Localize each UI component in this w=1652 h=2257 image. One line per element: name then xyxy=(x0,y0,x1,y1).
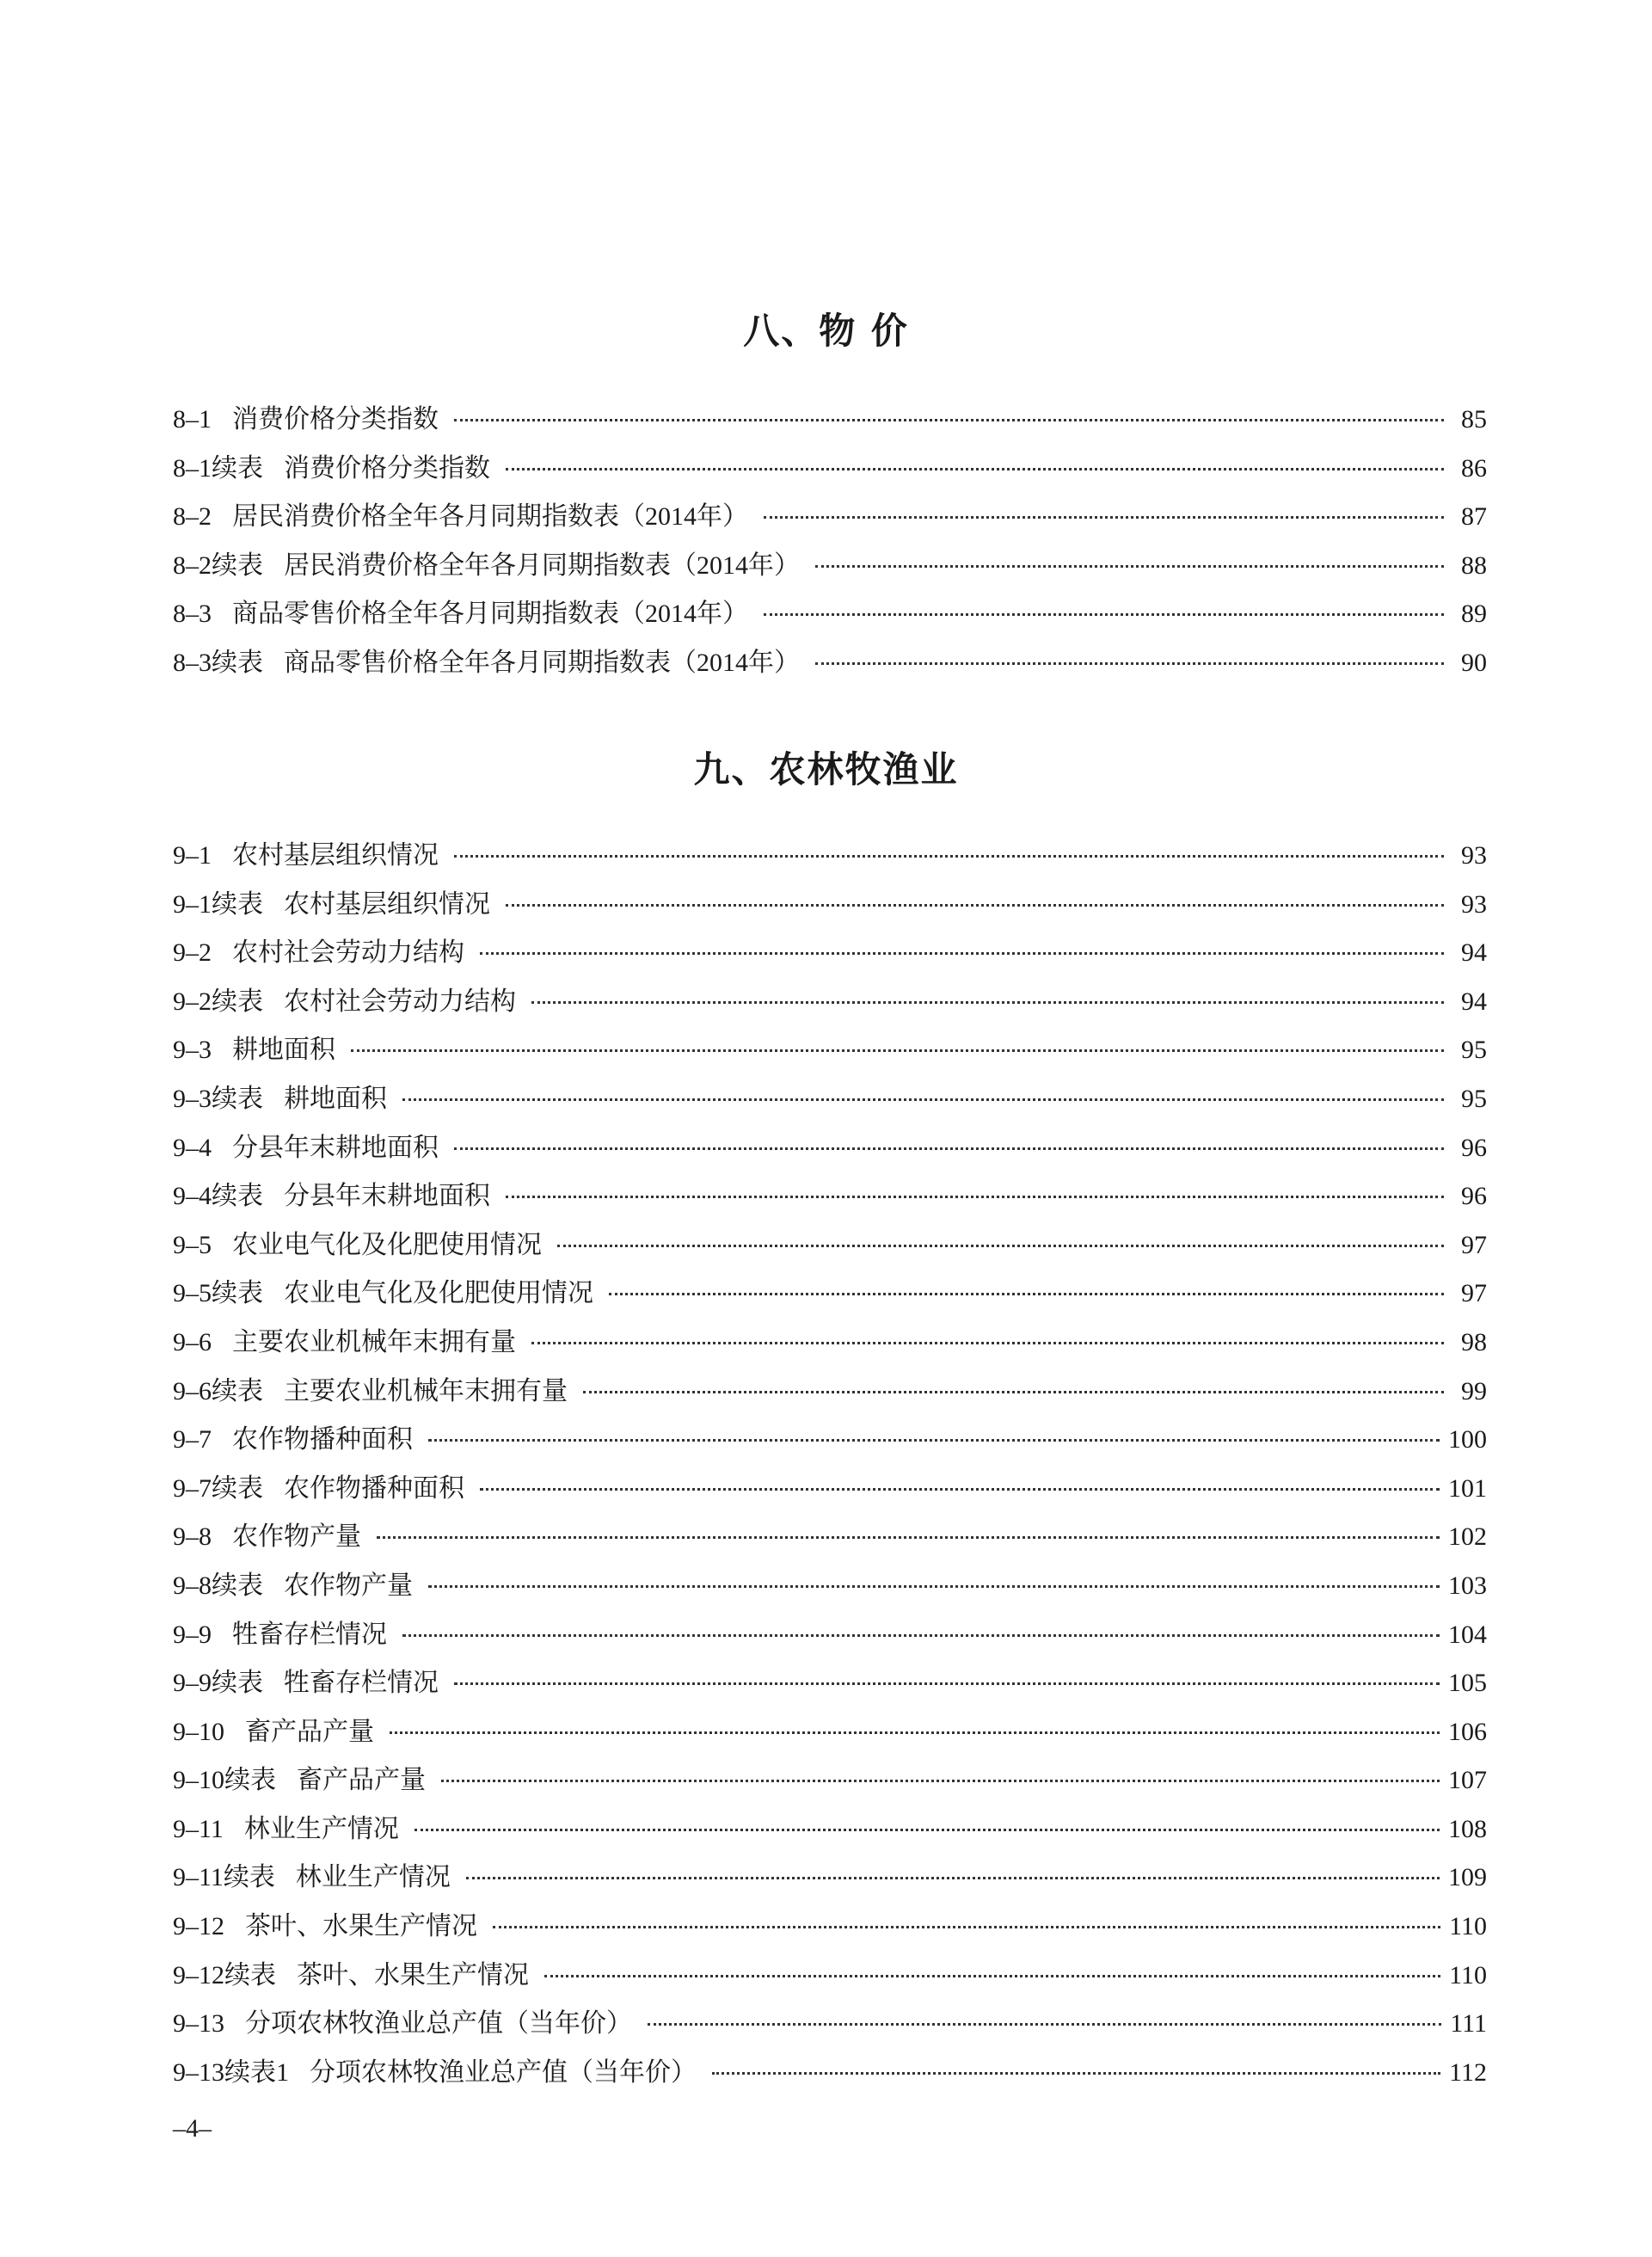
dot-leader xyxy=(480,952,1444,955)
toc-entry-number: 9–11续表 xyxy=(173,1863,275,1892)
dot-leader xyxy=(815,565,1444,568)
toc-entry-page-number: 100 xyxy=(1448,1425,1487,1454)
toc-entry-title: 农村社会劳动力结构 xyxy=(232,938,464,968)
toc-entry-page-number: 94 xyxy=(1461,987,1487,1016)
dot-leader xyxy=(454,419,1444,421)
dot-leader xyxy=(544,1975,1440,1977)
toc-entry[interactable] xyxy=(173,396,1487,445)
toc-entry[interactable] xyxy=(173,1708,1487,1757)
toc-entry-page-number: 90 xyxy=(1461,648,1487,677)
toc-entry-page-number: 108 xyxy=(1448,1814,1487,1843)
toc-entry-number: 8–2续表 xyxy=(173,550,263,580)
toc-entry-page-number: 103 xyxy=(1448,1571,1487,1600)
dot-leader xyxy=(506,904,1444,907)
toc-entry-title: 农作物产量 xyxy=(232,1522,361,1552)
toc-entry-page-number: 105 xyxy=(1448,1669,1487,1698)
toc-entry-title: 农业电气化及化肥使用情况 xyxy=(284,1279,593,1308)
toc-entry-title: 耕地面积 xyxy=(284,1084,387,1113)
toc-entry[interactable] xyxy=(173,2049,1487,2098)
toc-entry-page-number: 95 xyxy=(1461,1036,1487,1065)
toc-entry-title: 分县年末耕地面积 xyxy=(284,1182,490,1211)
toc-entry-title: 消费价格分类指数 xyxy=(232,405,439,434)
toc-entry-page-number: 86 xyxy=(1461,453,1487,483)
toc-entry[interactable] xyxy=(173,1756,1487,1805)
toc-entry[interactable] xyxy=(173,1562,1487,1611)
toc-entry[interactable] xyxy=(173,1124,1487,1173)
toc-entry-number: 9–2 xyxy=(173,938,212,968)
toc-entry[interactable] xyxy=(173,1805,1487,1854)
toc-entry[interactable] xyxy=(173,1075,1487,1124)
toc-entry[interactable] xyxy=(173,1659,1487,1708)
dot-leader xyxy=(454,1147,1444,1150)
toc-entry-title: 商品零售价格全年各月同期指数表（2014年） xyxy=(232,600,748,629)
toc-entry-number: 9–8续表 xyxy=(173,1571,263,1600)
toc-entry-number: 9–4 xyxy=(173,1133,212,1162)
toc-entry-page-number: 87 xyxy=(1461,502,1487,532)
dot-leader xyxy=(415,1829,1440,1831)
toc-entry-title: 农业电气化及化肥使用情况 xyxy=(232,1230,542,1259)
toc-entry-number: 9–10续表 xyxy=(173,1766,276,1795)
dot-leader xyxy=(351,1049,1444,1052)
toc-entry[interactable] xyxy=(173,1465,1487,1514)
toc-entry-title: 畜产品产量 xyxy=(245,1717,374,1746)
toc-entry-title: 消费价格分类指数 xyxy=(284,453,490,483)
toc-entry-page-number: 94 xyxy=(1461,938,1487,968)
toc-entry-page-number: 109 xyxy=(1448,1863,1487,1892)
toc-entry-title: 商品零售价格全年各月同期指数表（2014年） xyxy=(284,648,800,677)
toc-entry-number: 9–9 xyxy=(173,1620,212,1649)
toc-entry-title: 农作物产量 xyxy=(284,1571,413,1600)
toc-entry-number: 9–5 xyxy=(173,1230,212,1259)
toc-entry[interactable] xyxy=(173,1221,1487,1270)
toc-entry-number: 9–13 xyxy=(173,2009,224,2039)
toc-entry-number: 9–6 xyxy=(173,1327,212,1356)
toc-entry-page-number: 111 xyxy=(1450,2009,1487,2039)
dot-leader xyxy=(609,1293,1444,1295)
toc-entry-number: 9–7续表 xyxy=(173,1473,263,1503)
toc-entry-page-number: 110 xyxy=(1449,1960,1487,1989)
dot-leader xyxy=(454,1682,1440,1685)
toc-entry[interactable] xyxy=(173,493,1487,542)
toc-entry-number: 9–3 xyxy=(173,1036,212,1065)
section-title-prices: 八、物 价 xyxy=(743,310,909,352)
toc-entry-number: 9–12续表 xyxy=(173,1960,276,1989)
toc-list-agriculture xyxy=(173,832,1487,2097)
toc-entry[interactable] xyxy=(173,1319,1487,1368)
toc-entry[interactable] xyxy=(173,1026,1487,1075)
toc-entry[interactable] xyxy=(173,881,1487,930)
toc-entry-number: 9–13续表1 xyxy=(173,2057,289,2087)
dot-leader xyxy=(428,1585,1440,1588)
dot-leader xyxy=(493,1926,1440,1928)
toc-entry-title: 牲畜存栏情况 xyxy=(284,1669,439,1698)
toc-entry-number: 9–2续表 xyxy=(173,987,263,1016)
dot-leader xyxy=(583,1391,1444,1393)
toc-entry-number: 9–1续表 xyxy=(173,889,263,919)
dot-leader xyxy=(557,1245,1444,1247)
dot-leader xyxy=(531,1342,1444,1344)
toc-entry-number: 9–1 xyxy=(173,841,212,870)
toc-entry-number: 9–3续表 xyxy=(173,1084,263,1113)
toc-entry-number: 9–12 xyxy=(173,1912,224,1941)
toc-entry[interactable] xyxy=(173,1952,1487,2001)
dot-leader xyxy=(441,1780,1440,1782)
toc-entry-page-number: 97 xyxy=(1461,1230,1487,1259)
toc-entry-page-number: 112 xyxy=(1449,2057,1487,2087)
toc-entry-page-number: 102 xyxy=(1448,1522,1487,1552)
toc-entry-number: 9–5续表 xyxy=(173,1279,263,1308)
toc-entry-title: 居民消费价格全年各月同期指数表（2014年） xyxy=(284,550,800,580)
toc-entry-title: 耕地面积 xyxy=(232,1036,335,1065)
toc-entry-title: 畜产品产量 xyxy=(297,1766,426,1795)
toc-entry-page-number: 110 xyxy=(1449,1912,1487,1941)
dot-leader xyxy=(764,516,1444,519)
toc-entry[interactable] xyxy=(173,542,1487,591)
toc-entry-number: 9–8 xyxy=(173,1522,212,1552)
toc-entry-title: 农村基层组织情况 xyxy=(232,841,439,870)
dot-leader xyxy=(377,1536,1440,1539)
section-title-agriculture: 九、农林牧渔业 xyxy=(693,748,959,790)
dot-leader xyxy=(428,1439,1440,1442)
toc-entry-title: 主要农业机械年末拥有量 xyxy=(232,1327,516,1356)
toc-entry-number: 9–10 xyxy=(173,1717,224,1746)
toc-entry-title: 林业生产情况 xyxy=(295,1863,451,1892)
dot-leader xyxy=(480,1488,1440,1491)
dot-leader xyxy=(648,2023,1441,2026)
toc-entry-title: 茶叶、水果生产情况 xyxy=(245,1912,477,1941)
toc-entry-page-number: 99 xyxy=(1461,1376,1487,1405)
toc-entry-number: 9–11 xyxy=(173,1814,224,1843)
dot-leader xyxy=(454,855,1444,858)
dot-leader xyxy=(402,1098,1444,1101)
toc-entry-page-number: 89 xyxy=(1461,600,1487,629)
toc-entry-number: 8–1续表 xyxy=(173,453,263,483)
toc-entry-number: 9–7 xyxy=(173,1425,212,1454)
toc-entry-page-number: 95 xyxy=(1461,1084,1487,1113)
toc-entry-page-number: 96 xyxy=(1461,1133,1487,1162)
toc-entry-title: 农作物播种面积 xyxy=(284,1473,464,1503)
toc-entry-title: 分项农林牧渔业总产值（当年价） xyxy=(245,2009,632,2039)
toc-entry-title: 农村社会劳动力结构 xyxy=(284,987,516,1016)
toc-entry[interactable] xyxy=(173,1513,1487,1562)
toc-entry-number: 9–9续表 xyxy=(173,1669,263,1698)
toc-entry[interactable] xyxy=(173,1270,1487,1319)
toc-entry[interactable] xyxy=(173,929,1487,978)
dot-leader xyxy=(531,1001,1444,1004)
page-number-footer: –4– xyxy=(173,2114,212,2143)
toc-entry[interactable] xyxy=(173,1611,1487,1660)
toc-entry[interactable] xyxy=(173,1903,1487,1952)
toc-entry-page-number: 97 xyxy=(1461,1279,1487,1308)
toc-entry-page-number: 93 xyxy=(1461,841,1487,870)
toc-entry[interactable] xyxy=(173,590,1487,639)
dot-leader xyxy=(402,1634,1440,1637)
toc-entry-number: 9–6续表 xyxy=(173,1376,263,1405)
toc-entry[interactable] xyxy=(173,1854,1487,1903)
toc-entry-page-number: 104 xyxy=(1448,1620,1487,1649)
toc-entry-title: 农村基层组织情况 xyxy=(284,889,490,919)
toc-entry[interactable] xyxy=(173,978,1487,1027)
toc-entry-number: 8–3 xyxy=(173,600,212,629)
toc-entry-number: 8–3续表 xyxy=(173,648,263,677)
toc-entry[interactable] xyxy=(173,1172,1487,1221)
toc-list-prices xyxy=(173,396,1487,688)
toc-entry-page-number: 85 xyxy=(1461,405,1487,434)
toc-entry-number: 8–1 xyxy=(173,405,212,434)
toc-entry-number: 8–2 xyxy=(173,502,212,532)
toc-entry[interactable] xyxy=(173,1368,1487,1417)
toc-entry-title: 茶叶、水果生产情况 xyxy=(297,1960,529,1989)
toc-entry-page-number: 93 xyxy=(1461,889,1487,919)
toc-entry[interactable] xyxy=(173,1416,1487,1465)
dot-leader xyxy=(390,1731,1440,1734)
toc-entry-title: 林业生产情况 xyxy=(243,1814,399,1843)
toc-entry-page-number: 101 xyxy=(1448,1473,1487,1503)
toc-entry-title: 主要农业机械年末拥有量 xyxy=(284,1376,568,1405)
toc-entry[interactable] xyxy=(173,445,1487,494)
dot-leader xyxy=(506,468,1444,470)
toc-entry-title: 居民消费价格全年各月同期指数表（2014年） xyxy=(232,502,748,532)
toc-entry-page-number: 88 xyxy=(1461,550,1487,580)
toc-entry[interactable] xyxy=(173,2000,1487,2049)
dot-leader xyxy=(506,1196,1444,1198)
dot-leader xyxy=(815,662,1444,665)
toc-entry-page-number: 98 xyxy=(1461,1327,1487,1356)
toc-entry-title: 牲畜存栏情况 xyxy=(232,1620,387,1649)
toc-entry-number: 9–4续表 xyxy=(173,1182,263,1211)
toc-entry-title: 分项农林牧渔业总产值（当年价） xyxy=(310,2057,697,2087)
toc-entry[interactable] xyxy=(173,832,1487,881)
dot-leader xyxy=(466,1877,1440,1879)
dot-leader xyxy=(712,2072,1440,2075)
toc-entry-page-number: 107 xyxy=(1448,1766,1487,1795)
dot-leader xyxy=(764,613,1444,616)
toc-entry-title: 农作物播种面积 xyxy=(232,1425,413,1454)
toc-entry-title: 分县年末耕地面积 xyxy=(232,1133,439,1162)
toc-entry-page-number: 96 xyxy=(1461,1182,1487,1211)
toc-entry-page-number: 106 xyxy=(1448,1717,1487,1746)
toc-entry[interactable] xyxy=(173,639,1487,688)
